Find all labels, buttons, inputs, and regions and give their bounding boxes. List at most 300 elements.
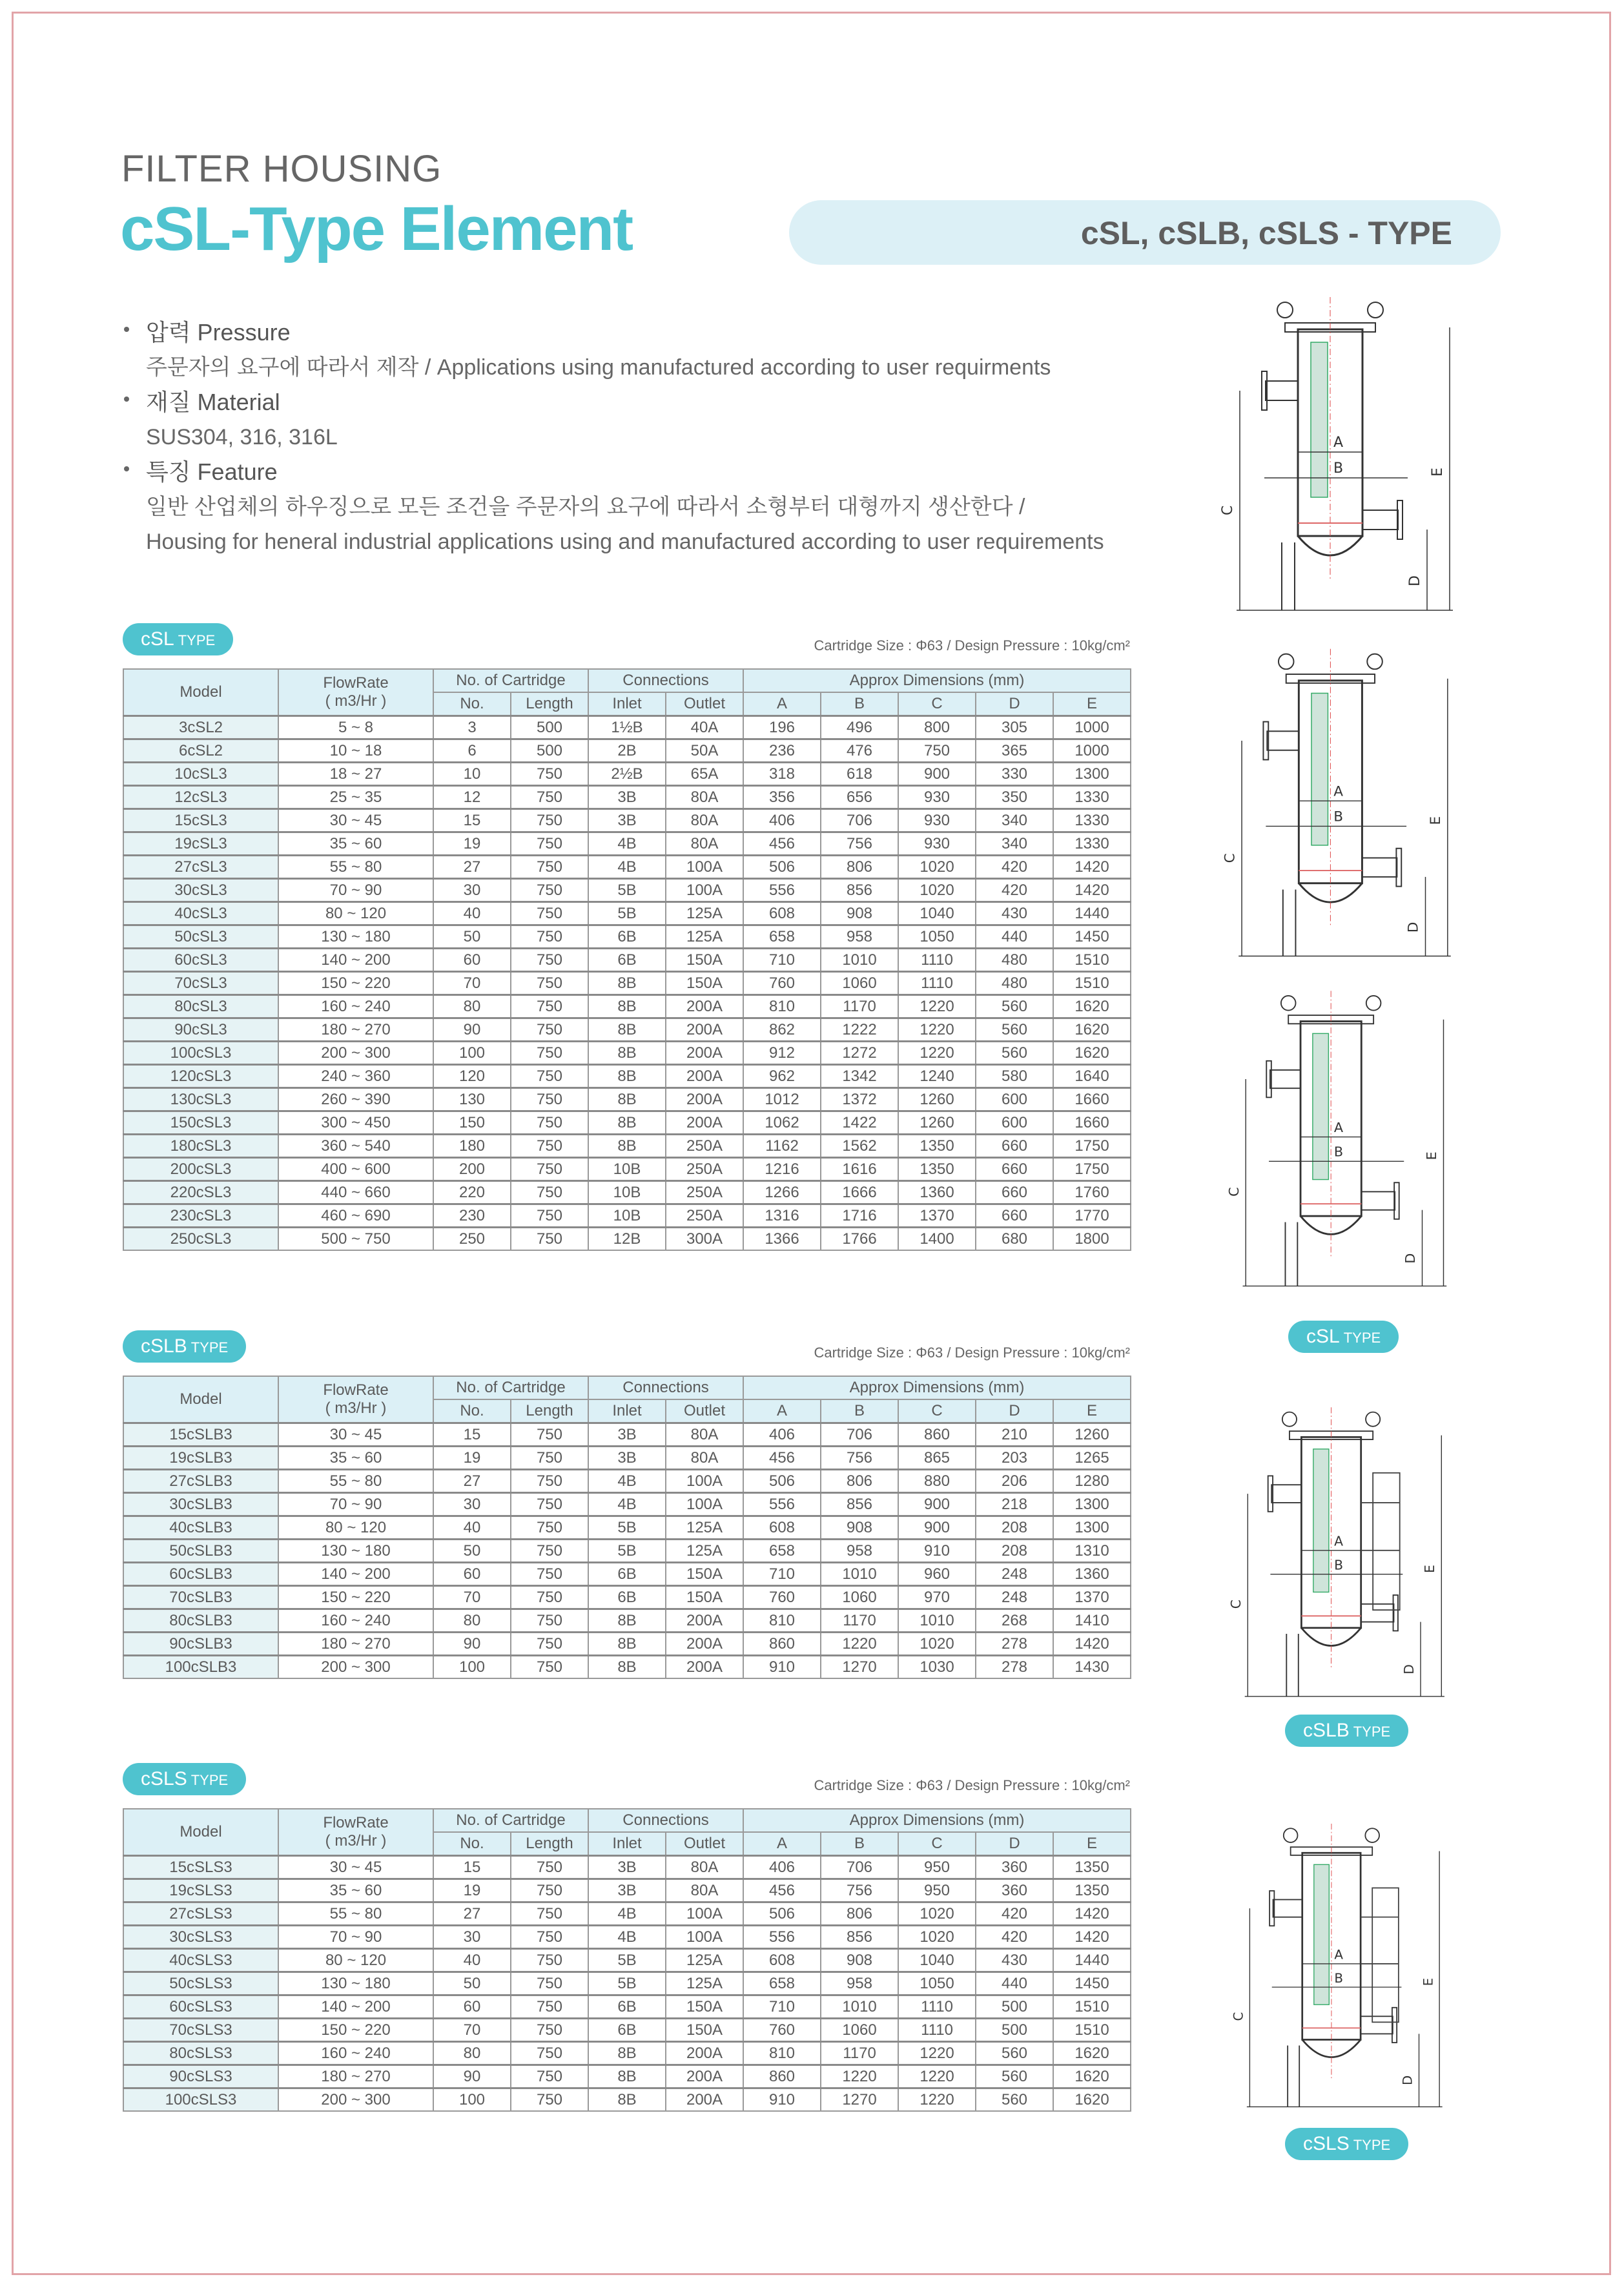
table-row (123, 1204, 1131, 1228)
table-cell: 70 (433, 972, 511, 995)
table-cell: 208 (976, 1516, 1053, 1540)
table-cell: 750 (511, 925, 588, 949)
table-cell: 910 (898, 1540, 976, 1563)
table-cell: 100A (666, 856, 743, 879)
table-cell: 750 (511, 1111, 588, 1135)
bullet-icon (124, 327, 129, 332)
table-cell: 10B (588, 1181, 666, 1204)
table-cell: 1360 (898, 1181, 976, 1204)
table-cell: 125A (666, 1972, 743, 1995)
table-cell: 1372 (821, 1088, 898, 1111)
table-cell: 6B (588, 1563, 666, 1586)
table-cell: 750 (511, 2088, 588, 2112)
table-cell: 750 (511, 1042, 588, 1065)
table-cell: 900 (898, 1493, 976, 1516)
table-cell: 1260 (898, 1111, 976, 1135)
table-cell: 500 (976, 2019, 1053, 2042)
table-cell: 856 (821, 1493, 898, 1516)
table-cell: 660 (976, 1204, 1053, 1228)
table-row (123, 739, 1131, 763)
table-cell: 750 (511, 1493, 588, 1516)
spec-table (123, 668, 1131, 1251)
bullet-icon (124, 397, 129, 402)
table-cell: 2½B (588, 763, 666, 786)
model-cell: 130cSL3 (123, 1088, 278, 1111)
table-cell: 750 (511, 1065, 588, 1088)
table-cell: 860 (898, 1423, 976, 1447)
table-cell: 30 ~ 45 (278, 1423, 433, 1447)
table-cell: 80A (666, 809, 743, 832)
header-no: No. (433, 692, 511, 716)
type-pill (123, 1763, 246, 1795)
table-cell: 618 (821, 763, 898, 786)
table-cell: 55 ~ 80 (278, 1470, 433, 1493)
table-cell: 958 (821, 925, 898, 949)
table-cell: 750 (511, 1470, 588, 1493)
table-cell: 750 (511, 1995, 588, 2019)
table-cell: 19 (433, 832, 511, 856)
table-cell: 560 (976, 1018, 1053, 1042)
table-cell: 860 (743, 2065, 821, 2088)
table-cell: 318 (743, 763, 821, 786)
table-cell: 140 ~ 200 (278, 949, 433, 972)
table-cell: 496 (821, 716, 898, 739)
table-cell: 8B (588, 1018, 666, 1042)
table-cell: 4B (588, 1902, 666, 1926)
table-cell: 806 (821, 856, 898, 879)
table-cell: 706 (821, 1423, 898, 1447)
model-cell: 80cSLB3 (123, 1609, 278, 1633)
table-cell: 10 (433, 763, 511, 786)
table-cell: 90 (433, 1633, 511, 1656)
table-cell: 750 (898, 739, 976, 763)
table-cell: 8B (588, 1633, 666, 1656)
table-cell: 750 (511, 2019, 588, 2042)
table-cell: 1220 (898, 1042, 976, 1065)
model-cell: 60cSLB3 (123, 1563, 278, 1586)
model-cell: 70cSLS3 (123, 2019, 278, 2042)
model-cell: 90cSL3 (123, 1018, 278, 1042)
table-cell: 750 (511, 832, 588, 856)
table-cell: 4B (588, 856, 666, 879)
model-cell: 3cSL2 (123, 716, 278, 739)
table-cell: 1216 (743, 1158, 821, 1181)
table-cell: 70 ~ 90 (278, 879, 433, 902)
table-cell: 756 (821, 1447, 898, 1470)
table-cell: 800 (898, 716, 976, 739)
table-cell: 710 (743, 1995, 821, 2019)
cslb-housing-diagram (1214, 1401, 1472, 1711)
header-connections: Connections (588, 669, 743, 692)
table-cell: 80A (666, 1879, 743, 1902)
table-cell: 65A (666, 763, 743, 786)
table-cell: 750 (511, 1656, 588, 1679)
table-cell: 750 (511, 1516, 588, 1540)
table-cell: 50A (666, 739, 743, 763)
table-row (123, 2065, 1131, 2088)
table-cell: 750 (511, 879, 588, 902)
header-dim-b: B (821, 1832, 898, 1856)
table-cell: 210 (976, 1423, 1053, 1447)
table-row (123, 1656, 1131, 1679)
header-dim-e: E (1053, 692, 1131, 716)
table-cell: 1280 (1053, 1470, 1131, 1493)
table-cell: 100A (666, 1470, 743, 1493)
model-cell: 30cSL3 (123, 879, 278, 902)
table-cell: 750 (511, 1856, 588, 1879)
table-cell: 1350 (898, 1158, 976, 1181)
table-cell: 125A (666, 1949, 743, 1972)
table-cell: 1020 (898, 856, 976, 879)
table-cell: 1040 (898, 1949, 976, 1972)
table-cell: 4B (588, 832, 666, 856)
header-cartridge: No. of Cartridge (433, 669, 588, 692)
table-cell: 80A (666, 1423, 743, 1447)
table-cell: 240 ~ 360 (278, 1065, 433, 1088)
table-note: Cartridge Size : Φ63 / Design Pressure : 10kg/cm² (814, 1345, 1130, 1361)
table-cell: 1430 (1053, 1656, 1131, 1679)
table-cell: 35 ~ 60 (278, 832, 433, 856)
spec-feature (123, 455, 1182, 559)
table-cell: 6B (588, 1995, 666, 2019)
table-cell: 30 (433, 879, 511, 902)
table-cell: 1620 (1053, 1042, 1131, 1065)
table-cell: 1220 (898, 995, 976, 1018)
table-cell: 19 (433, 1447, 511, 1470)
table-cell: 908 (821, 902, 898, 925)
table-row (123, 1111, 1131, 1135)
model-cell: 15cSLS3 (123, 1856, 278, 1879)
table-cell: 608 (743, 902, 821, 925)
model-cell: 40cSLS3 (123, 1949, 278, 1972)
table-cell: 100 (433, 1656, 511, 1679)
header-model: Model (123, 669, 278, 716)
table-cell: 1010 (821, 1563, 898, 1586)
table-cell: 6 (433, 739, 511, 763)
table-cell: 910 (743, 2088, 821, 2112)
spec-table (123, 1376, 1131, 1679)
table-cell: 750 (511, 1879, 588, 1902)
table-cell: 1310 (1053, 1540, 1131, 1563)
table-row (123, 1586, 1131, 1609)
table-cell: 560 (976, 995, 1053, 1018)
table-cell: 506 (743, 1470, 821, 1493)
table-cell: 1060 (821, 2019, 898, 2042)
table-row (123, 1228, 1131, 1251)
table-cell: 456 (743, 1447, 821, 1470)
table-cell: 248 (976, 1586, 1053, 1609)
table-cell: 750 (511, 1972, 588, 1995)
table-cell: 750 (511, 1181, 588, 1204)
header-dimensions: Approx Dimensions (mm) (743, 1376, 1131, 1399)
table-cell: 1330 (1053, 832, 1131, 856)
table-cell: 10B (588, 1204, 666, 1228)
model-cell: 80cSLS3 (123, 2042, 278, 2065)
table-cell: 1800 (1053, 1228, 1131, 1251)
table-row (123, 949, 1131, 972)
csl-housing-diagram-1 (1214, 291, 1472, 626)
table-cell: 810 (743, 1609, 821, 1633)
table-row (123, 1018, 1131, 1042)
table-cell: 1660 (1053, 1111, 1131, 1135)
dim-label-b: B (1334, 1557, 1344, 1573)
table-cell: 1050 (898, 925, 976, 949)
dim-label-a: A (1333, 1120, 1344, 1136)
table-cell: 500 ~ 750 (278, 1228, 433, 1251)
type-pill-sub: TYPE (178, 632, 216, 648)
model-cell: 19cSLB3 (123, 1447, 278, 1470)
table-cell: 1510 (1053, 1995, 1131, 2019)
table-row (123, 1995, 1131, 2019)
table-cell: 100A (666, 1493, 743, 1516)
table-row (123, 1902, 1131, 1926)
table-note: Cartridge Size : Φ63 / Design Pressure : 10kg/cm² (814, 637, 1130, 654)
table-cell: 506 (743, 1902, 821, 1926)
table-cell: 3B (588, 1856, 666, 1879)
table-cell: 480 (976, 949, 1053, 972)
table-row (123, 1609, 1131, 1633)
table-cell: 2B (588, 739, 666, 763)
table-cell: 200A (666, 1633, 743, 1656)
header-flowrate: FlowRate ( m3/Hr ) (278, 1809, 433, 1856)
table-cell: 1716 (821, 1204, 898, 1228)
table-cell: 180 ~ 270 (278, 2065, 433, 2088)
spec-list (123, 315, 1182, 559)
header-dim-d: D (976, 1832, 1053, 1856)
header-no: No. (433, 1399, 511, 1423)
header-cartridge: No. of Cartridge (433, 1809, 588, 1832)
table-row (123, 1088, 1131, 1111)
model-cell: 10cSL3 (123, 763, 278, 786)
table-cell: 750 (511, 1204, 588, 1228)
table-cell: 658 (743, 1972, 821, 1995)
table-cell: 750 (511, 902, 588, 925)
table-cell: 1270 (821, 1656, 898, 1679)
table-cell: 50 (433, 1540, 511, 1563)
dim-label-a: A (1333, 435, 1344, 451)
table-cell: 200A (666, 2042, 743, 2065)
table-cell: 278 (976, 1656, 1053, 1679)
csls-housing-diagram (1214, 1818, 1472, 2121)
table-cell: 35 ~ 60 (278, 1879, 433, 1902)
table-cell: 200A (666, 1088, 743, 1111)
table-cell: 55 ~ 80 (278, 1902, 433, 1926)
table-cell: 3B (588, 1447, 666, 1470)
table-cell: 278 (976, 1633, 1053, 1656)
spec-text: 주문자의 요구에 따라서 제작 / Applications using manufactured according to user requirments (146, 355, 1051, 380)
table-cell: 3B (588, 809, 666, 832)
table-cell: 750 (511, 1633, 588, 1656)
table-cell: 856 (821, 879, 898, 902)
header-length: Length (511, 1832, 588, 1856)
type-pill (123, 623, 233, 655)
table-cell: 810 (743, 2042, 821, 2065)
header-dim-c: C (898, 1832, 976, 1856)
table-cell: 1370 (1053, 1586, 1131, 1609)
table-cell: 1010 (821, 1995, 898, 2019)
type-pill-sub: TYPE (190, 1772, 229, 1788)
table-cell: 150A (666, 1586, 743, 1609)
table-row (123, 832, 1131, 856)
spec-material (123, 385, 1182, 455)
table-cell: 750 (511, 1926, 588, 1949)
table-cell: 1020 (898, 1633, 976, 1656)
table-cell: 476 (821, 739, 898, 763)
table-cell: 19 (433, 1879, 511, 1902)
table-cell: 80 ~ 120 (278, 1949, 433, 1972)
model-cell: 250cSL3 (123, 1228, 278, 1251)
table-cell: 908 (821, 1949, 898, 1972)
table-cell: 750 (511, 809, 588, 832)
table-cell: 760 (743, 972, 821, 995)
table-cell: 8B (588, 995, 666, 1018)
table-cell: 1½B (588, 716, 666, 739)
table-cell: 1620 (1053, 2088, 1131, 2112)
table-cell: 18 ~ 27 (278, 763, 433, 786)
table-cell: 1366 (743, 1228, 821, 1251)
dim-label-c: C (1231, 2012, 1246, 2021)
table-cell: 750 (511, 763, 588, 786)
table-cell: 680 (976, 1228, 1053, 1251)
table-cell: 1272 (821, 1042, 898, 1065)
table-cell: 140 ~ 200 (278, 1995, 433, 2019)
table-cell: 930 (898, 809, 976, 832)
table-cell: 908 (821, 1516, 898, 1540)
model-cell: 6cSL2 (123, 739, 278, 763)
model-cell: 50cSL3 (123, 925, 278, 949)
table-cell: 1170 (821, 995, 898, 1018)
table-row (123, 1949, 1131, 1972)
table-cell: 750 (511, 1088, 588, 1111)
dim-label-c: C (1226, 1187, 1242, 1197)
table-cell: 5B (588, 902, 666, 925)
table-cell: 35 ~ 60 (278, 1447, 433, 1470)
table-cell: 430 (976, 902, 1053, 925)
table-cell: 50 (433, 925, 511, 949)
table-cell: 250A (666, 1135, 743, 1158)
table-cell: 1750 (1053, 1135, 1131, 1158)
table-row (123, 1633, 1131, 1656)
table-cell: 656 (821, 786, 898, 809)
table-row (123, 786, 1131, 809)
table-cell: 8B (588, 1088, 666, 1111)
table-cell: 750 (511, 1018, 588, 1042)
table-cell: 90 (433, 2065, 511, 2088)
table-cell: 1620 (1053, 2042, 1131, 2065)
table-cell: 1420 (1053, 1902, 1131, 1926)
table-cell: 125A (666, 1540, 743, 1563)
table-cell: 200 ~ 300 (278, 1656, 433, 1679)
table-cell: 80 ~ 120 (278, 1516, 433, 1540)
bullet-icon (124, 466, 129, 471)
table-cell: 1510 (1053, 949, 1131, 972)
table-cell: 1060 (821, 972, 898, 995)
table-cell: 1110 (898, 2019, 976, 2042)
table-cell: 180 ~ 270 (278, 1018, 433, 1042)
header-connections: Connections (588, 1809, 743, 1832)
table-cell: 60 (433, 1995, 511, 2019)
model-cell: 30cSLB3 (123, 1493, 278, 1516)
table-cell: 200 (433, 1158, 511, 1181)
table-cell: 750 (511, 2065, 588, 2088)
table-cell: 750 (511, 972, 588, 995)
table-cell: 400 ~ 600 (278, 1158, 433, 1181)
table-cell: 1220 (898, 2088, 976, 2112)
spec-text: SUS304, 316, 316L (146, 425, 338, 449)
dim-label-e: E (1422, 1565, 1438, 1573)
table-cell: 150 ~ 220 (278, 2019, 433, 2042)
dim-label-d: D (1400, 2075, 1415, 2085)
table-cell: 1240 (898, 1065, 976, 1088)
table-cell: 750 (511, 1228, 588, 1251)
table-cell: 1162 (743, 1135, 821, 1158)
model-cell: 70cSL3 (123, 972, 278, 995)
table-cell: 1265 (1053, 1447, 1131, 1470)
table-cell: 1170 (821, 1609, 898, 1633)
table-row (123, 1065, 1131, 1088)
table-cell: 360 (976, 1856, 1053, 1879)
table-cell: 250A (666, 1204, 743, 1228)
table-row (123, 809, 1131, 832)
header-outlet: Outlet (666, 692, 743, 716)
model-cell: 90cSLS3 (123, 2065, 278, 2088)
table-cell: 200 ~ 300 (278, 2088, 433, 2112)
model-cell: 180cSL3 (123, 1135, 278, 1158)
table-cell: 80A (666, 1856, 743, 1879)
table-cell: 100A (666, 1926, 743, 1949)
table-cell: 1010 (821, 949, 898, 972)
table-cell: 6B (588, 2019, 666, 2042)
table-cell: 1562 (821, 1135, 898, 1158)
table-cell: 5 ~ 8 (278, 716, 433, 739)
table-cell: 15 (433, 1423, 511, 1447)
table-cell: 50 (433, 1972, 511, 1995)
table-cell: 406 (743, 1856, 821, 1879)
table-cell: 750 (511, 1609, 588, 1633)
page-title: cSL-Type Element (120, 194, 633, 263)
table-cell: 1422 (821, 1111, 898, 1135)
table-cell: 70 (433, 2019, 511, 2042)
table-cell: 660 (976, 1135, 1053, 1158)
spec-pressure (123, 315, 1182, 385)
table-cell: 460 ~ 690 (278, 1204, 433, 1228)
table-cell: 1062 (743, 1111, 821, 1135)
table-cell: 1510 (1053, 2019, 1131, 2042)
table-cell: 80A (666, 832, 743, 856)
table-cell: 1220 (898, 1018, 976, 1042)
table-cell: 8B (588, 1135, 666, 1158)
table-cell: 40A (666, 716, 743, 739)
table-cell: 560 (976, 2088, 1053, 2112)
table-cell: 305 (976, 716, 1053, 739)
dim-label-c: C (1220, 505, 1236, 515)
table-cell: 1220 (821, 2065, 898, 2088)
table-cell: 420 (976, 1902, 1053, 1926)
table-cell: 750 (511, 1540, 588, 1563)
table-cell: 1400 (898, 1228, 976, 1251)
table-row (123, 2088, 1131, 2112)
dim-label-d: D (1401, 1664, 1417, 1675)
table-cell: 1270 (821, 2088, 898, 2112)
table-cell: 30 ~ 45 (278, 1856, 433, 1879)
table-cell: 706 (821, 1856, 898, 1879)
table-cell: 910 (743, 1656, 821, 1679)
table-cell: 1220 (821, 1633, 898, 1656)
table-cell: 1330 (1053, 786, 1131, 809)
model-cell: 40cSLB3 (123, 1516, 278, 1540)
types-banner (789, 200, 1501, 265)
table-cell: 100A (666, 879, 743, 902)
